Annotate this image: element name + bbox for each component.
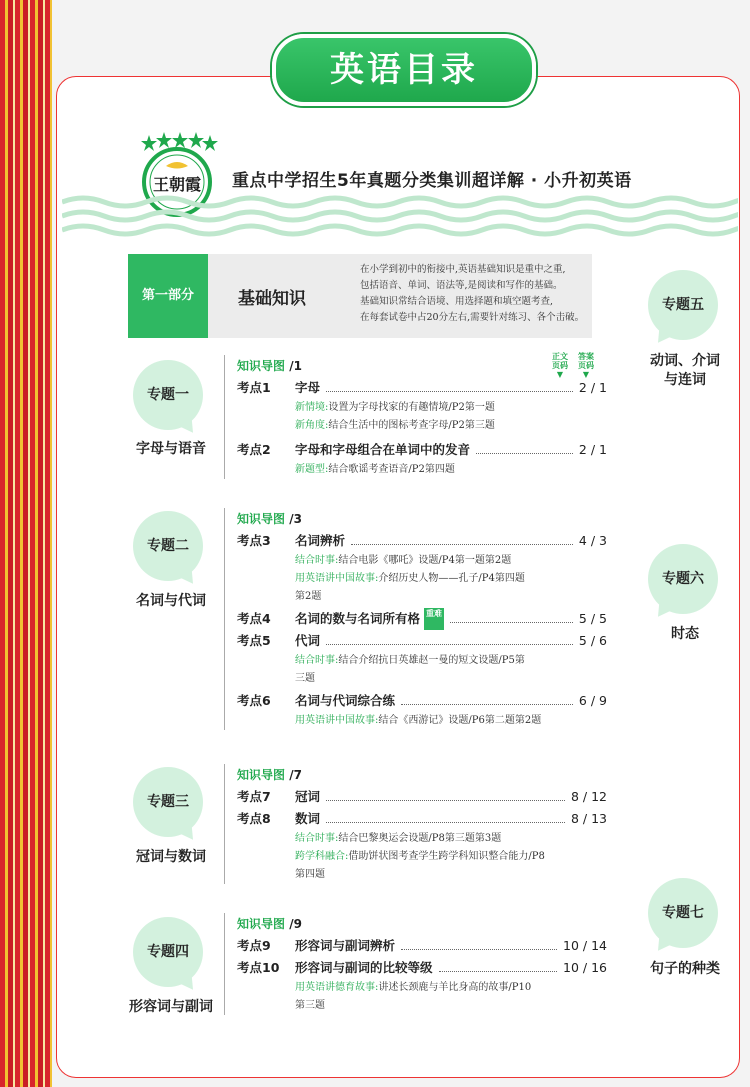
book-title: 重点中学招生5年真题分类集训超详解 · 小升初英语 bbox=[232, 171, 632, 191]
toc-section-3 bbox=[224, 764, 607, 884]
toc-note: 第三题 bbox=[295, 1000, 325, 1011]
topic-bubble-6[interactable]: 专题六 bbox=[648, 544, 718, 614]
knowledge-map-link[interactable]: 知识导图 /7 bbox=[237, 768, 302, 782]
answer-page-col-header: 答案 页码 ▼ bbox=[578, 352, 594, 379]
part-name: 基础知识 bbox=[238, 289, 306, 309]
topic-name-2: 名词与代词 bbox=[136, 593, 206, 609]
toc-entry[interactable]: 考点10 形容词与副词的比较等级 10 / 16 bbox=[237, 957, 607, 979]
toc-entry[interactable]: 考点6 名词与代词综合练 6 / 9 bbox=[237, 690, 607, 712]
topic-bubble-3[interactable]: 专题三 bbox=[133, 767, 203, 837]
topic-name-6: 时态 bbox=[671, 626, 699, 642]
knowledge-map-link[interactable]: 知识导图 /3 bbox=[237, 512, 302, 526]
toc-note: 第2题 bbox=[295, 591, 322, 602]
toc-entry[interactable]: 考点9 形容词与副词辨析 10 / 14 bbox=[237, 935, 607, 957]
toc-entry[interactable]: 考点8 数词 8 / 13 bbox=[237, 808, 607, 830]
toc-note: 用英语讲中国故事:结合《西游记》设题/P6第二题第2题 bbox=[295, 715, 542, 726]
knowledge-map-link[interactable]: 知识导图 /1 bbox=[237, 359, 302, 373]
toc-note: 第四题 bbox=[295, 869, 325, 880]
topic-name-5: 动词、介词 与连词 bbox=[650, 353, 720, 388]
toc-note: 三题 bbox=[295, 673, 315, 684]
topic-name-4: 形容词与副词 bbox=[129, 999, 213, 1015]
toc-note: 新角度:结合生活中的图标考查字母/P2第三题 bbox=[295, 420, 495, 431]
toc-note: 结合时事:结合巴黎奥运会设题/P8第三题第3题 bbox=[295, 833, 502, 844]
toc-note: 跨学科融合:借助饼状图考查学生跨学科知识整合能力/P8 bbox=[295, 851, 545, 862]
topic-bubble-4[interactable]: 专题四 bbox=[133, 917, 203, 987]
toc-note: 结合时事:结合电影《哪吒》设题/P4第一题第2题 bbox=[295, 555, 512, 566]
toc-note: 用英语讲德育故事:讲述长颈鹿与羊比身高的故事/P10 bbox=[295, 982, 532, 993]
toc-entry[interactable]: 考点5 代词 5 / 6 bbox=[237, 630, 607, 652]
logo-text: 王朝霞 bbox=[152, 175, 202, 194]
topic-name-7: 句子的种类 bbox=[650, 961, 720, 977]
key-point-badge: 重难 bbox=[424, 608, 444, 630]
main-page-col-header: 正文 页码 ▼ bbox=[552, 352, 568, 379]
topic-bubble-5[interactable]: 专题五 bbox=[648, 270, 718, 340]
part-header bbox=[128, 254, 592, 338]
toc-entry[interactable]: 考点4 名词的数与名词所有格 重难 5 / 5 bbox=[237, 608, 607, 630]
toc-note: 新情境:设置为字母找家的有趣情境/P2第一题 bbox=[295, 402, 495, 413]
toc-note: 用英语讲中国故事:介绍历史人物——孔子/P4第四题 bbox=[295, 573, 525, 584]
toc-section-2 bbox=[224, 508, 607, 730]
toc-entry[interactable]: 考点7 冠词 8 / 12 bbox=[237, 786, 607, 808]
page-title: 英语目录 bbox=[272, 34, 536, 106]
toc-entry[interactable]: 考点1 字母 2 / 1 bbox=[237, 377, 607, 399]
toc-section-1 bbox=[224, 355, 607, 479]
topic-bubble-7[interactable]: 专题七 bbox=[648, 878, 718, 948]
topic-bubble-1[interactable]: 专题一 bbox=[133, 360, 203, 430]
toc-entry[interactable]: 考点2 字母和字母组合在单词中的发音 2 / 1 bbox=[237, 439, 607, 461]
knowledge-map-link[interactable]: 知识导图 /9 bbox=[237, 917, 302, 931]
decorative-ribbon bbox=[0, 0, 52, 1087]
part-label: 第一部分 bbox=[128, 254, 208, 338]
toc-entry[interactable]: 考点3 名词辨析 4 / 3 bbox=[237, 530, 607, 552]
toc-section-4 bbox=[224, 913, 607, 1015]
topic-name-1: 字母与语音 bbox=[136, 441, 206, 457]
wave-divider bbox=[62, 194, 738, 240]
topic-name-3: 冠词与数词 bbox=[136, 849, 206, 865]
toc-note: 新题型:结合歌谣考查语音/P2第四题 bbox=[295, 464, 455, 475]
toc-note: 结合时事:结合介绍抗日英雄赵一曼的短文设题/P5第 bbox=[295, 655, 525, 666]
topic-bubble-2[interactable]: 专题二 bbox=[133, 511, 203, 581]
part-description: 在小学到初中的衔接中,英语基础知识是重中之重, 包括语音、单词、语法等,是阅读和写作的基础。 基础知识常结合语境、用选择题和填空题考查, 在每套试卷中占20分左右,需要针对练习、各个击破。 bbox=[360, 264, 585, 323]
